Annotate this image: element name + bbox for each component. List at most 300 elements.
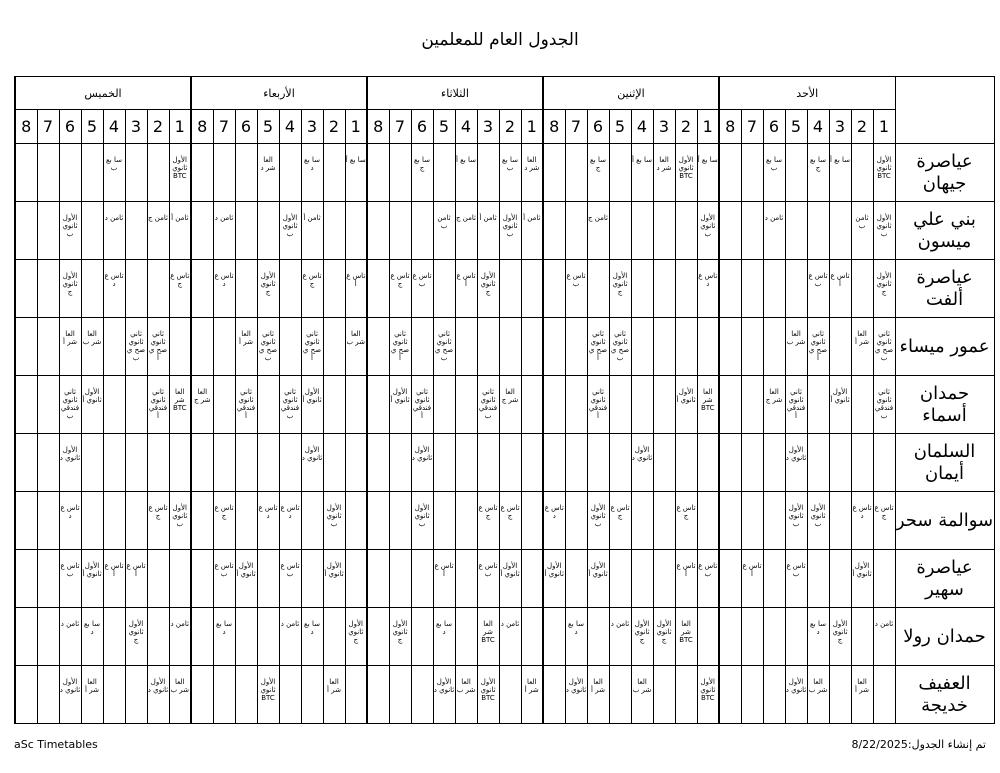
timetable-cell[interactable] [543,492,565,550]
timetable-cell[interactable] [37,434,59,492]
timetable-cell[interactable] [521,666,543,724]
timetable-cell[interactable] [15,608,37,666]
timetable-cell[interactable] [15,492,37,550]
timetable-cell[interactable] [631,318,653,376]
timetable-cell[interactable] [763,666,785,724]
timetable-cell[interactable] [301,434,323,492]
timetable-cell[interactable] [477,202,499,260]
timetable-cell[interactable] [59,144,81,202]
timetable-cell[interactable] [15,666,37,724]
timetable-cell[interactable] [609,376,631,434]
timetable-cell[interactable] [741,376,763,434]
timetable-cell[interactable] [147,550,169,608]
timetable-cell[interactable] [81,550,103,608]
timetable-cell[interactable] [587,608,609,666]
timetable-cell[interactable] [301,260,323,318]
timetable-cell[interactable] [433,434,455,492]
timetable-cell[interactable] [785,144,807,202]
timetable-cell[interactable] [323,376,345,434]
timetable-cell[interactable] [675,550,697,608]
timetable-cell[interactable] [147,434,169,492]
timetable-cell[interactable] [411,492,433,550]
timetable-cell[interactable] [103,434,125,492]
timetable-cell[interactable] [191,376,213,434]
timetable-cell[interactable] [191,550,213,608]
timetable-cell[interactable] [257,434,279,492]
timetable-cell[interactable] [433,144,455,202]
timetable-cell[interactable] [741,260,763,318]
timetable-cell[interactable] [433,492,455,550]
timetable-cell[interactable] [477,608,499,666]
timetable-cell[interactable] [631,608,653,666]
timetable-cell[interactable] [807,202,829,260]
timetable-cell[interactable] [851,434,873,492]
timetable-cell[interactable] [235,550,257,608]
timetable-cell[interactable] [81,492,103,550]
timetable-cell[interactable] [829,608,851,666]
timetable-cell[interactable] [147,202,169,260]
timetable-cell[interactable] [191,608,213,666]
timetable-cell[interactable] [455,376,477,434]
timetable-cell[interactable] [763,492,785,550]
timetable-cell[interactable] [851,144,873,202]
timetable-cell[interactable] [675,318,697,376]
timetable-cell[interactable] [169,376,191,434]
timetable-cell[interactable] [235,434,257,492]
timetable-cell[interactable] [609,550,631,608]
timetable-cell[interactable] [103,318,125,376]
timetable-cell[interactable] [301,318,323,376]
timetable-cell[interactable] [323,492,345,550]
timetable-cell[interactable] [521,260,543,318]
timetable-cell[interactable] [873,666,895,724]
timetable-cell[interactable] [235,260,257,318]
timetable-cell[interactable] [411,318,433,376]
timetable-cell[interactable] [785,202,807,260]
timetable-cell[interactable] [851,608,873,666]
timetable-cell[interactable] [411,666,433,724]
timetable-cell[interactable] [191,144,213,202]
timetable-cell[interactable] [675,608,697,666]
timetable-cell[interactable] [345,550,367,608]
timetable-cell[interactable] [323,318,345,376]
timetable-cell[interactable] [389,608,411,666]
timetable-cell[interactable] [411,144,433,202]
timetable-cell[interactable] [697,318,719,376]
timetable-cell[interactable] [719,434,741,492]
timetable-cell[interactable] [213,492,235,550]
timetable-cell[interactable] [499,318,521,376]
timetable-cell[interactable] [807,550,829,608]
timetable-cell[interactable] [807,434,829,492]
timetable-cell[interactable] [763,376,785,434]
timetable-cell[interactable] [763,550,785,608]
timetable-cell[interactable] [631,550,653,608]
timetable-cell[interactable] [587,202,609,260]
timetable-cell[interactable] [345,144,367,202]
timetable-cell[interactable] [873,318,895,376]
timetable-cell[interactable] [653,376,675,434]
timetable-cell[interactable] [829,550,851,608]
timetable-cell[interactable] [741,318,763,376]
timetable-cell[interactable] [301,608,323,666]
timetable-cell[interactable] [411,202,433,260]
timetable-cell[interactable] [807,260,829,318]
timetable-cell[interactable] [367,318,389,376]
timetable-cell[interactable] [59,492,81,550]
timetable-cell[interactable] [829,202,851,260]
timetable-cell[interactable] [411,434,433,492]
timetable-cell[interactable] [367,666,389,724]
timetable-cell[interactable] [565,666,587,724]
timetable-cell[interactable] [235,666,257,724]
timetable-cell[interactable] [565,492,587,550]
timetable-cell[interactable] [37,318,59,376]
timetable-cell[interactable] [345,434,367,492]
timetable-cell[interactable] [103,202,125,260]
timetable-cell[interactable] [499,202,521,260]
timetable-cell[interactable] [521,550,543,608]
timetable-cell[interactable] [785,666,807,724]
timetable-cell[interactable] [125,318,147,376]
timetable-cell[interactable] [389,144,411,202]
timetable-cell[interactable] [873,434,895,492]
timetable-cell[interactable] [785,260,807,318]
timetable-cell[interactable] [169,550,191,608]
timetable-cell[interactable] [565,260,587,318]
timetable-cell[interactable] [191,492,213,550]
timetable-cell[interactable] [851,376,873,434]
timetable-cell[interactable] [653,260,675,318]
timetable-cell[interactable] [873,608,895,666]
timetable-cell[interactable] [81,318,103,376]
timetable-cell[interactable] [785,318,807,376]
timetable-cell[interactable] [257,666,279,724]
timetable-cell[interactable] [631,666,653,724]
timetable-cell[interactable] [213,144,235,202]
timetable-cell[interactable] [587,550,609,608]
timetable-cell[interactable] [697,550,719,608]
timetable-cell[interactable] [675,666,697,724]
timetable-cell[interactable] [125,144,147,202]
timetable-cell[interactable] [103,608,125,666]
timetable-cell[interactable] [499,492,521,550]
timetable-cell[interactable] [81,144,103,202]
timetable-cell[interactable] [587,144,609,202]
timetable-cell[interactable] [719,550,741,608]
timetable-cell[interactable] [477,550,499,608]
timetable-cell[interactable] [829,376,851,434]
timetable-cell[interactable] [279,608,301,666]
timetable-cell[interactable] [389,376,411,434]
timetable-cell[interactable] [169,608,191,666]
timetable-cell[interactable] [587,260,609,318]
timetable-cell[interactable] [763,608,785,666]
timetable-cell[interactable] [697,202,719,260]
timetable-cell[interactable] [697,144,719,202]
timetable-cell[interactable] [807,666,829,724]
timetable-cell[interactable] [257,376,279,434]
timetable-cell[interactable] [59,434,81,492]
timetable-cell[interactable] [829,260,851,318]
timetable-cell[interactable] [653,434,675,492]
timetable-cell[interactable] [697,608,719,666]
timetable-cell[interactable] [741,492,763,550]
timetable-cell[interactable] [477,376,499,434]
timetable-cell[interactable] [829,318,851,376]
timetable-cell[interactable] [455,666,477,724]
timetable-cell[interactable] [675,260,697,318]
timetable-cell[interactable] [279,434,301,492]
timetable-cell[interactable] [499,376,521,434]
timetable-cell[interactable] [609,260,631,318]
timetable-cell[interactable] [521,434,543,492]
timetable-cell[interactable] [81,434,103,492]
timetable-cell[interactable] [169,666,191,724]
timetable-cell[interactable] [323,260,345,318]
timetable-cell[interactable] [477,260,499,318]
timetable-cell[interactable] [301,666,323,724]
timetable-cell[interactable] [763,144,785,202]
timetable-cell[interactable] [323,202,345,260]
timetable-cell[interactable] [785,434,807,492]
timetable-cell[interactable] [565,376,587,434]
timetable-cell[interactable] [81,666,103,724]
timetable-cell[interactable] [675,492,697,550]
timetable-cell[interactable] [433,202,455,260]
timetable-cell[interactable] [631,376,653,434]
timetable-cell[interactable] [125,260,147,318]
timetable-cell[interactable] [697,492,719,550]
timetable-cell[interactable] [631,492,653,550]
timetable-cell[interactable] [279,144,301,202]
timetable-cell[interactable] [15,550,37,608]
timetable-cell[interactable] [719,492,741,550]
timetable-cell[interactable] [631,202,653,260]
timetable-cell[interactable] [15,144,37,202]
timetable-cell[interactable] [543,608,565,666]
timetable-cell[interactable] [587,434,609,492]
timetable-cell[interactable] [653,550,675,608]
timetable-cell[interactable] [565,608,587,666]
timetable-cell[interactable] [477,144,499,202]
timetable-cell[interactable] [477,318,499,376]
timetable-cell[interactable] [59,202,81,260]
timetable-cell[interactable] [103,376,125,434]
timetable-cell[interactable] [213,376,235,434]
timetable-cell[interactable] [851,666,873,724]
timetable-cell[interactable] [367,550,389,608]
timetable-cell[interactable] [345,376,367,434]
timetable-cell[interactable] [433,550,455,608]
timetable-cell[interactable] [59,260,81,318]
timetable-cell[interactable] [59,318,81,376]
timetable-cell[interactable] [675,376,697,434]
timetable-cell[interactable] [521,376,543,434]
timetable-cell[interactable] [213,202,235,260]
timetable-cell[interactable] [851,260,873,318]
timetable-cell[interactable] [367,144,389,202]
timetable-cell[interactable] [829,666,851,724]
timetable-cell[interactable] [631,260,653,318]
timetable-cell[interactable] [345,666,367,724]
timetable-cell[interactable] [719,318,741,376]
timetable-cell[interactable] [763,202,785,260]
timetable-cell[interactable] [81,376,103,434]
timetable-cell[interactable] [37,376,59,434]
timetable-cell[interactable] [37,260,59,318]
timetable-cell[interactable] [807,608,829,666]
timetable-cell[interactable] [499,144,521,202]
timetable-cell[interactable] [763,260,785,318]
timetable-cell[interactable] [543,202,565,260]
timetable-cell[interactable] [125,492,147,550]
timetable-cell[interactable] [367,376,389,434]
timetable-cell[interactable] [499,550,521,608]
timetable-cell[interactable] [543,666,565,724]
timetable-cell[interactable] [785,492,807,550]
timetable-cell[interactable] [455,144,477,202]
timetable-cell[interactable] [543,144,565,202]
timetable-cell[interactable] [279,492,301,550]
timetable-cell[interactable] [367,202,389,260]
timetable-cell[interactable] [433,376,455,434]
timetable-cell[interactable] [37,202,59,260]
timetable-cell[interactable] [15,260,37,318]
timetable-cell[interactable] [125,608,147,666]
timetable-cell[interactable] [169,202,191,260]
timetable-cell[interactable] [719,202,741,260]
timetable-cell[interactable] [213,666,235,724]
timetable-cell[interactable] [59,666,81,724]
timetable-cell[interactable] [235,376,257,434]
timetable-cell[interactable] [125,434,147,492]
timetable-cell[interactable] [59,376,81,434]
timetable-cell[interactable] [587,318,609,376]
timetable-cell[interactable] [235,318,257,376]
timetable-cell[interactable] [323,144,345,202]
timetable-cell[interactable] [521,608,543,666]
timetable-cell[interactable] [345,318,367,376]
timetable-cell[interactable] [433,666,455,724]
timetable-cell[interactable] [873,492,895,550]
timetable-cell[interactable] [15,434,37,492]
timetable-cell[interactable] [697,434,719,492]
timetable-cell[interactable] [279,666,301,724]
timetable-cell[interactable] [609,202,631,260]
timetable-cell[interactable] [147,666,169,724]
timetable-cell[interactable] [125,202,147,260]
timetable-cell[interactable] [433,260,455,318]
timetable-cell[interactable] [609,608,631,666]
timetable-cell[interactable] [455,434,477,492]
timetable-cell[interactable] [235,202,257,260]
timetable-cell[interactable] [235,492,257,550]
timetable-cell[interactable] [631,434,653,492]
timetable-cell[interactable] [257,202,279,260]
timetable-cell[interactable] [37,492,59,550]
timetable-cell[interactable] [301,550,323,608]
timetable-cell[interactable] [697,666,719,724]
timetable-cell[interactable] [785,608,807,666]
timetable-cell[interactable] [609,666,631,724]
timetable-cell[interactable] [477,666,499,724]
timetable-cell[interactable] [323,550,345,608]
timetable-cell[interactable] [37,144,59,202]
timetable-cell[interactable] [543,376,565,434]
timetable-cell[interactable] [521,492,543,550]
timetable-cell[interactable] [15,202,37,260]
timetable-cell[interactable] [103,260,125,318]
timetable-cell[interactable] [829,492,851,550]
timetable-cell[interactable] [411,608,433,666]
timetable-cell[interactable] [257,318,279,376]
timetable-cell[interactable] [587,376,609,434]
timetable-cell[interactable] [37,550,59,608]
timetable-cell[interactable] [521,318,543,376]
timetable-cell[interactable] [257,260,279,318]
timetable-cell[interactable] [565,202,587,260]
timetable-cell[interactable] [741,434,763,492]
timetable-cell[interactable] [719,666,741,724]
timetable-cell[interactable] [169,434,191,492]
timetable-cell[interactable] [565,434,587,492]
timetable-cell[interactable] [411,260,433,318]
timetable-cell[interactable] [389,260,411,318]
timetable-cell[interactable] [763,434,785,492]
timetable-cell[interactable] [455,608,477,666]
timetable-cell[interactable] [81,202,103,260]
timetable-cell[interactable] [389,550,411,608]
timetable-cell[interactable] [213,608,235,666]
timetable-cell[interactable] [37,666,59,724]
timetable-cell[interactable] [235,144,257,202]
timetable-cell[interactable] [873,144,895,202]
timetable-cell[interactable] [609,318,631,376]
timetable-cell[interactable] [807,144,829,202]
timetable-cell[interactable] [653,144,675,202]
timetable-cell[interactable] [59,550,81,608]
timetable-cell[interactable] [147,260,169,318]
timetable-cell[interactable] [653,318,675,376]
timetable-cell[interactable] [873,550,895,608]
timetable-cell[interactable] [367,608,389,666]
timetable-cell[interactable] [719,376,741,434]
timetable-cell[interactable] [565,318,587,376]
timetable-cell[interactable] [455,260,477,318]
timetable-cell[interactable] [15,376,37,434]
timetable-cell[interactable] [147,144,169,202]
timetable-cell[interactable] [389,202,411,260]
timetable-cell[interactable] [565,144,587,202]
timetable-cell[interactable] [103,666,125,724]
timetable-cell[interactable] [169,492,191,550]
timetable-cell[interactable] [323,434,345,492]
timetable-cell[interactable] [851,202,873,260]
timetable-cell[interactable] [147,318,169,376]
timetable-cell[interactable] [565,550,587,608]
timetable-cell[interactable] [631,144,653,202]
timetable-cell[interactable] [873,202,895,260]
timetable-cell[interactable] [587,492,609,550]
timetable-cell[interactable] [521,202,543,260]
timetable-cell[interactable] [191,318,213,376]
timetable-cell[interactable] [851,550,873,608]
timetable-cell[interactable] [169,260,191,318]
timetable-cell[interactable] [367,434,389,492]
timetable-cell[interactable] [807,318,829,376]
timetable-cell[interactable] [499,434,521,492]
